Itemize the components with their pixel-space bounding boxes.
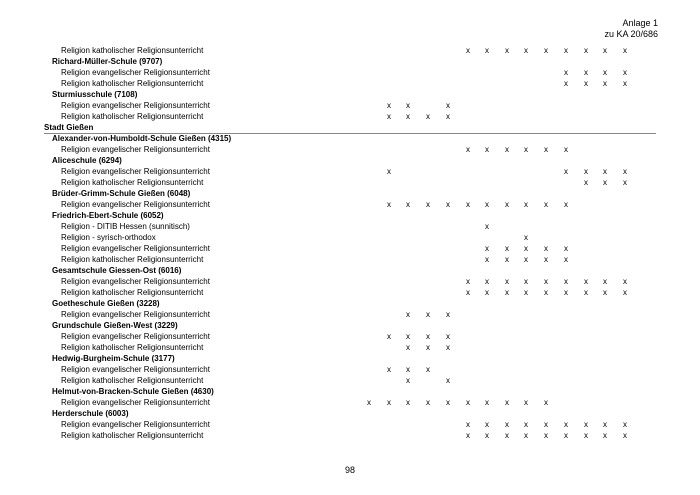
offered-mark: x bbox=[406, 112, 410, 121]
offered-mark: x bbox=[623, 277, 627, 286]
offered-mark: x bbox=[603, 431, 607, 440]
school-heading bbox=[0, 210, 700, 221]
school-name: Herderschule (6003) bbox=[52, 409, 129, 418]
subject-label: Religion katholischer Religionsunterricht bbox=[61, 79, 204, 88]
school-heading bbox=[0, 298, 700, 309]
offered-mark: x bbox=[505, 420, 509, 429]
offered-mark: x bbox=[485, 200, 489, 209]
school-name: Richard-Müller-Schule (9707) bbox=[52, 57, 163, 66]
subject-label: Religion katholischer Religionsunterricht bbox=[61, 288, 204, 297]
offered-mark: x bbox=[466, 200, 470, 209]
offered-mark: x bbox=[564, 420, 568, 429]
offered-mark: x bbox=[524, 233, 528, 242]
offered-mark: x bbox=[466, 420, 470, 429]
offered-mark: x bbox=[446, 310, 450, 319]
offered-mark: x bbox=[446, 332, 450, 341]
offered-mark: x bbox=[584, 288, 588, 297]
school-heading bbox=[0, 133, 700, 144]
offered-mark: x bbox=[367, 398, 371, 407]
offered-mark: x bbox=[406, 343, 410, 352]
subject-label: Religion katholischer Religionsunterricht bbox=[61, 343, 204, 352]
offered-mark: x bbox=[387, 167, 391, 176]
subject-label: Religion evangelischer Religionsunterricht bbox=[61, 101, 210, 110]
offered-mark: x bbox=[426, 310, 430, 319]
offered-mark: x bbox=[485, 420, 489, 429]
offered-mark: x bbox=[544, 277, 548, 286]
table-row bbox=[0, 287, 700, 298]
table-row bbox=[0, 430, 700, 441]
offered-mark: x bbox=[584, 420, 588, 429]
subject-label: Religion evangelischer Religionsunterricht bbox=[61, 398, 210, 407]
offered-mark: x bbox=[623, 288, 627, 297]
offered-mark: x bbox=[406, 332, 410, 341]
table-row bbox=[0, 342, 700, 353]
school-name: Hedwig-Burgheim-Schule (3177) bbox=[52, 354, 175, 363]
offered-mark: x bbox=[603, 420, 607, 429]
offered-mark: x bbox=[524, 244, 528, 253]
offered-mark: x bbox=[505, 277, 509, 286]
offered-mark: x bbox=[485, 145, 489, 154]
offered-mark: x bbox=[466, 145, 470, 154]
table-row bbox=[0, 67, 700, 78]
offered-mark: x bbox=[524, 398, 528, 407]
offered-mark: x bbox=[485, 431, 489, 440]
offered-mark: x bbox=[623, 68, 627, 77]
offered-mark: x bbox=[387, 365, 391, 374]
offered-mark: x bbox=[485, 222, 489, 231]
offered-mark: x bbox=[623, 46, 627, 55]
school-heading bbox=[0, 188, 700, 199]
subject-label: Religion evangelischer Religionsunterricht bbox=[61, 244, 210, 253]
offered-mark: x bbox=[426, 343, 430, 352]
offered-mark: x bbox=[544, 46, 548, 55]
offered-mark: x bbox=[524, 288, 528, 297]
offered-mark: x bbox=[524, 145, 528, 154]
offered-mark: x bbox=[544, 200, 548, 209]
offered-mark: x bbox=[603, 178, 607, 187]
offered-mark: x bbox=[387, 112, 391, 121]
offered-mark: x bbox=[623, 167, 627, 176]
offered-mark: x bbox=[524, 277, 528, 286]
subject-label: Religion evangelischer Religionsunterricht bbox=[61, 310, 210, 319]
offered-mark: x bbox=[466, 46, 470, 55]
region-heading bbox=[0, 122, 700, 133]
offered-mark: x bbox=[505, 46, 509, 55]
school-name: Grundschule Gießen-West (3229) bbox=[52, 321, 178, 330]
offered-mark: x bbox=[544, 398, 548, 407]
school-heading bbox=[0, 320, 700, 331]
table-row bbox=[0, 144, 700, 155]
offered-mark: x bbox=[446, 101, 450, 110]
offered-mark: x bbox=[485, 255, 489, 264]
school-name: Helmut-von-Bracken-Schule Gießen (4630) bbox=[52, 387, 214, 396]
school-name: Goetheschule Gießen (3228) bbox=[52, 299, 160, 308]
subject-label: Religion evangelischer Religionsunterricht bbox=[61, 68, 210, 77]
offered-mark: x bbox=[564, 46, 568, 55]
offered-mark: x bbox=[387, 200, 391, 209]
subject-label: Religion evangelischer Religionsunterricht bbox=[61, 200, 210, 209]
offered-mark: x bbox=[544, 431, 548, 440]
offered-mark: x bbox=[524, 200, 528, 209]
offered-mark: x bbox=[446, 200, 450, 209]
table-row bbox=[0, 375, 700, 386]
offered-mark: x bbox=[623, 420, 627, 429]
offered-mark: x bbox=[544, 145, 548, 154]
offered-mark: x bbox=[603, 277, 607, 286]
table-row bbox=[0, 199, 700, 210]
offered-mark: x bbox=[426, 365, 430, 374]
offered-mark: x bbox=[505, 288, 509, 297]
subject-label: Religion - DITIB Hessen (sunnitisch) bbox=[61, 222, 190, 231]
offered-mark: x bbox=[564, 244, 568, 253]
offered-mark: x bbox=[564, 145, 568, 154]
school-name: Aliceschule (6294) bbox=[52, 156, 122, 165]
offered-mark: x bbox=[466, 398, 470, 407]
offered-mark: x bbox=[406, 398, 410, 407]
table-row bbox=[0, 364, 700, 375]
offered-mark: x bbox=[466, 288, 470, 297]
table-row bbox=[0, 276, 700, 287]
school-heading bbox=[0, 155, 700, 166]
offered-mark: x bbox=[584, 46, 588, 55]
offered-mark: x bbox=[426, 332, 430, 341]
offered-mark: x bbox=[564, 277, 568, 286]
school-heading bbox=[0, 89, 700, 100]
table-row bbox=[0, 177, 700, 188]
table-row bbox=[0, 309, 700, 320]
offered-mark: x bbox=[505, 398, 509, 407]
offered-mark: x bbox=[406, 365, 410, 374]
annex-reference: zu KA 20/686 bbox=[604, 29, 658, 39]
offered-mark: x bbox=[564, 255, 568, 264]
table-row bbox=[0, 166, 700, 177]
school-name: Sturmiusschule (7108) bbox=[52, 90, 138, 99]
offered-mark: x bbox=[446, 343, 450, 352]
offered-mark: x bbox=[584, 79, 588, 88]
offered-mark: x bbox=[584, 178, 588, 187]
offered-mark: x bbox=[544, 420, 548, 429]
offered-mark: x bbox=[426, 112, 430, 121]
offered-mark: x bbox=[584, 68, 588, 77]
subject-label: Religion evangelischer Religionsunterricht bbox=[61, 365, 210, 374]
school-name: Brüder-Grimm-Schule Gießen (6048) bbox=[52, 189, 191, 198]
table-row bbox=[0, 397, 700, 408]
offered-mark: x bbox=[505, 145, 509, 154]
subject-label: Religion evangelischer Religionsunterricht bbox=[61, 167, 210, 176]
subject-label: Religion evangelischer Religionsunterricht bbox=[61, 277, 210, 286]
offered-mark: x bbox=[544, 255, 548, 264]
table-row bbox=[0, 243, 700, 254]
offered-mark: x bbox=[524, 255, 528, 264]
subject-label: Religion - syrisch-orthodox bbox=[61, 233, 156, 242]
offered-mark: x bbox=[524, 431, 528, 440]
school-name: Alexander-von-Humboldt-Schule Gießen (4315) bbox=[52, 134, 232, 143]
offered-mark: x bbox=[505, 200, 509, 209]
offered-mark: x bbox=[485, 244, 489, 253]
offered-mark: x bbox=[603, 46, 607, 55]
offered-mark: x bbox=[524, 46, 528, 55]
offered-mark: x bbox=[466, 277, 470, 286]
offered-mark: x bbox=[505, 255, 509, 264]
school-heading bbox=[0, 265, 700, 276]
offered-mark: x bbox=[446, 398, 450, 407]
offered-mark: x bbox=[623, 431, 627, 440]
offered-mark: x bbox=[485, 288, 489, 297]
subject-label: Religion katholischer Religionsunterricht bbox=[61, 46, 204, 55]
offered-mark: x bbox=[564, 431, 568, 440]
table-row bbox=[0, 331, 700, 342]
table-row bbox=[0, 419, 700, 430]
table-row bbox=[0, 254, 700, 265]
offered-mark: x bbox=[564, 79, 568, 88]
subject-label: Religion katholischer Religionsunterricht bbox=[61, 255, 204, 264]
subject-label: Religion katholischer Religionsunterricht bbox=[61, 431, 204, 440]
offered-mark: x bbox=[603, 167, 607, 176]
offered-mark: x bbox=[505, 431, 509, 440]
offered-mark: x bbox=[623, 79, 627, 88]
offered-mark: x bbox=[544, 244, 548, 253]
table-row bbox=[0, 111, 700, 122]
offered-mark: x bbox=[564, 68, 568, 77]
table-row bbox=[0, 232, 700, 243]
offered-mark: x bbox=[485, 277, 489, 286]
offered-mark: x bbox=[524, 420, 528, 429]
religion-course-table bbox=[0, 45, 700, 441]
offered-mark: x bbox=[564, 288, 568, 297]
offered-mark: x bbox=[485, 398, 489, 407]
table-row bbox=[0, 45, 700, 56]
school-heading bbox=[0, 56, 700, 67]
offered-mark: x bbox=[623, 178, 627, 187]
school-heading bbox=[0, 408, 700, 419]
offered-mark: x bbox=[603, 79, 607, 88]
offered-mark: x bbox=[426, 398, 430, 407]
school-name: Gesamtschule Giessen-Ost (6016) bbox=[52, 266, 182, 275]
school-heading bbox=[0, 386, 700, 397]
school-heading bbox=[0, 353, 700, 364]
offered-mark: x bbox=[584, 167, 588, 176]
offered-mark: x bbox=[406, 376, 410, 385]
offered-mark: x bbox=[584, 431, 588, 440]
offered-mark: x bbox=[406, 310, 410, 319]
offered-mark: x bbox=[406, 101, 410, 110]
offered-mark: x bbox=[564, 167, 568, 176]
annex-title: Anlage 1 bbox=[622, 18, 658, 28]
table-row bbox=[0, 78, 700, 89]
subject-label: Religion katholischer Religionsunterricht bbox=[61, 112, 204, 121]
offered-mark: x bbox=[505, 244, 509, 253]
subject-label: Religion evangelischer Religionsunterricht bbox=[61, 332, 210, 341]
region-name: Stadt Gießen bbox=[44, 123, 94, 132]
offered-mark: x bbox=[387, 332, 391, 341]
subject-label: Religion evangelischer Religionsunterricht bbox=[61, 420, 210, 429]
subject-label: Religion katholischer Religionsunterricht bbox=[61, 376, 204, 385]
offered-mark: x bbox=[466, 431, 470, 440]
table-row bbox=[0, 221, 700, 232]
offered-mark: x bbox=[603, 288, 607, 297]
page-number: 98 bbox=[344, 465, 355, 475]
subject-label: Religion katholischer Religionsunterricht bbox=[61, 178, 204, 187]
offered-mark: x bbox=[603, 68, 607, 77]
offered-mark: x bbox=[426, 200, 430, 209]
offered-mark: x bbox=[544, 288, 548, 297]
offered-mark: x bbox=[446, 112, 450, 121]
offered-mark: x bbox=[387, 398, 391, 407]
offered-mark: x bbox=[485, 46, 489, 55]
offered-mark: x bbox=[446, 376, 450, 385]
table-row bbox=[0, 100, 700, 111]
offered-mark: x bbox=[387, 101, 391, 110]
offered-mark: x bbox=[406, 200, 410, 209]
school-name: Friedrich-Ebert-Schule (6052) bbox=[52, 211, 164, 220]
offered-mark: x bbox=[564, 200, 568, 209]
offered-mark: x bbox=[584, 277, 588, 286]
subject-label: Religion evangelischer Religionsunterricht bbox=[61, 145, 210, 154]
